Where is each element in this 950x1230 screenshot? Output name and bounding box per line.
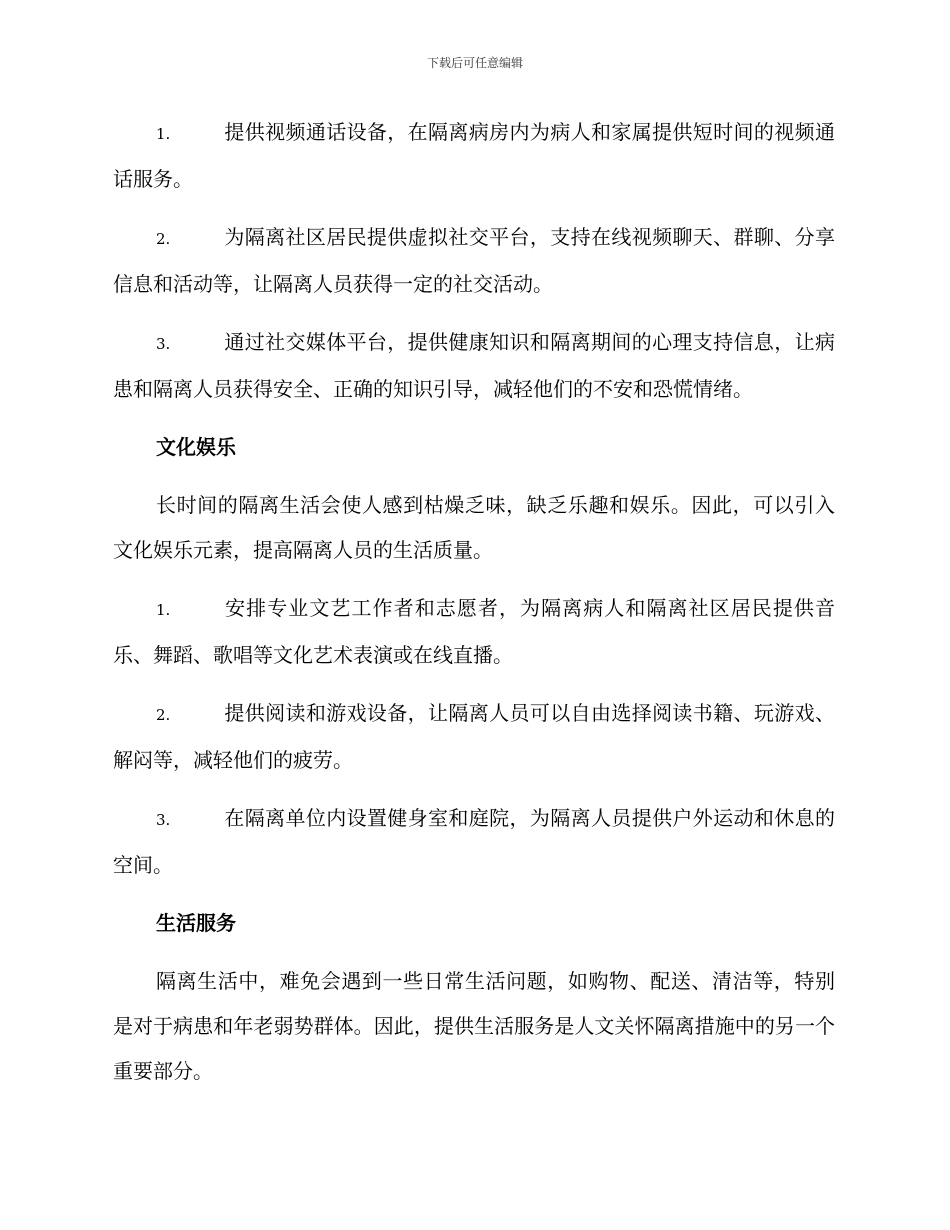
section-heading-culture: 文化娱乐 xyxy=(156,435,236,459)
list-number: 2. xyxy=(156,230,171,248)
document-body xyxy=(113,110,835,1107)
body-paragraph: 隔离生活中，难免会遇到一些日常生活问题，如购物、配送、清洁等，特别是对于病患和年老弱势群体。因此，提供生活服务是人文关怀隔离措施中的另一个重要部分。 xyxy=(113,969,835,1083)
list-item-text: 在隔离单位内设置健身室和庭院，为隔离人员提供户外运动和休息的空间。 xyxy=(113,806,835,877)
list-item xyxy=(113,110,835,202)
page-header-note: 下载后可任意编辑 xyxy=(426,56,523,70)
list-number: 2. xyxy=(156,706,171,724)
list-item xyxy=(113,215,835,307)
list-item-text: 为隔离社区居民提供虚拟社交平台，支持在线视频聊天、群聊、分享信息和活动等，让隔离人员获得一定的社交活动。 xyxy=(113,225,835,296)
list-item xyxy=(113,691,835,783)
list-number: 3. xyxy=(156,335,171,353)
body-paragraph: 长时间的隔离生活会使人感到枯燥乏味，缺乏乐趣和娱乐。因此，可以引入文化娱乐元素，提高隔离人员的生活质量。 xyxy=(113,493,835,562)
section-heading-services: 生活服务 xyxy=(156,911,236,935)
list-item xyxy=(113,586,835,678)
list-number: 1. xyxy=(156,601,171,619)
list-number: 1. xyxy=(156,125,171,143)
list-item xyxy=(113,320,835,412)
list-item-text: 提供阅读和游戏设备，让隔离人员可以自由选择阅读书籍、玩游戏、解闷等，减轻他们的疲劳。 xyxy=(113,701,835,772)
list-item-text: 提供视频通话设备，在隔离病房内为病人和家属提供短时间的视频通话服务。 xyxy=(113,120,835,191)
list-item-text: 通过社交媒体平台，提供健康知识和隔离期间的心理支持信息，让病患和隔离人员获得安全、正确的知识引导，减轻他们的不安和恐慌情绪。 xyxy=(113,330,835,401)
list-item-text: 安排专业文艺工作者和志愿者，为隔离病人和隔离社区居民提供音乐、舞蹈、歌唱等文化艺术表演或在线直播。 xyxy=(113,596,835,667)
list-item xyxy=(113,796,835,888)
list-number: 3. xyxy=(156,811,171,829)
